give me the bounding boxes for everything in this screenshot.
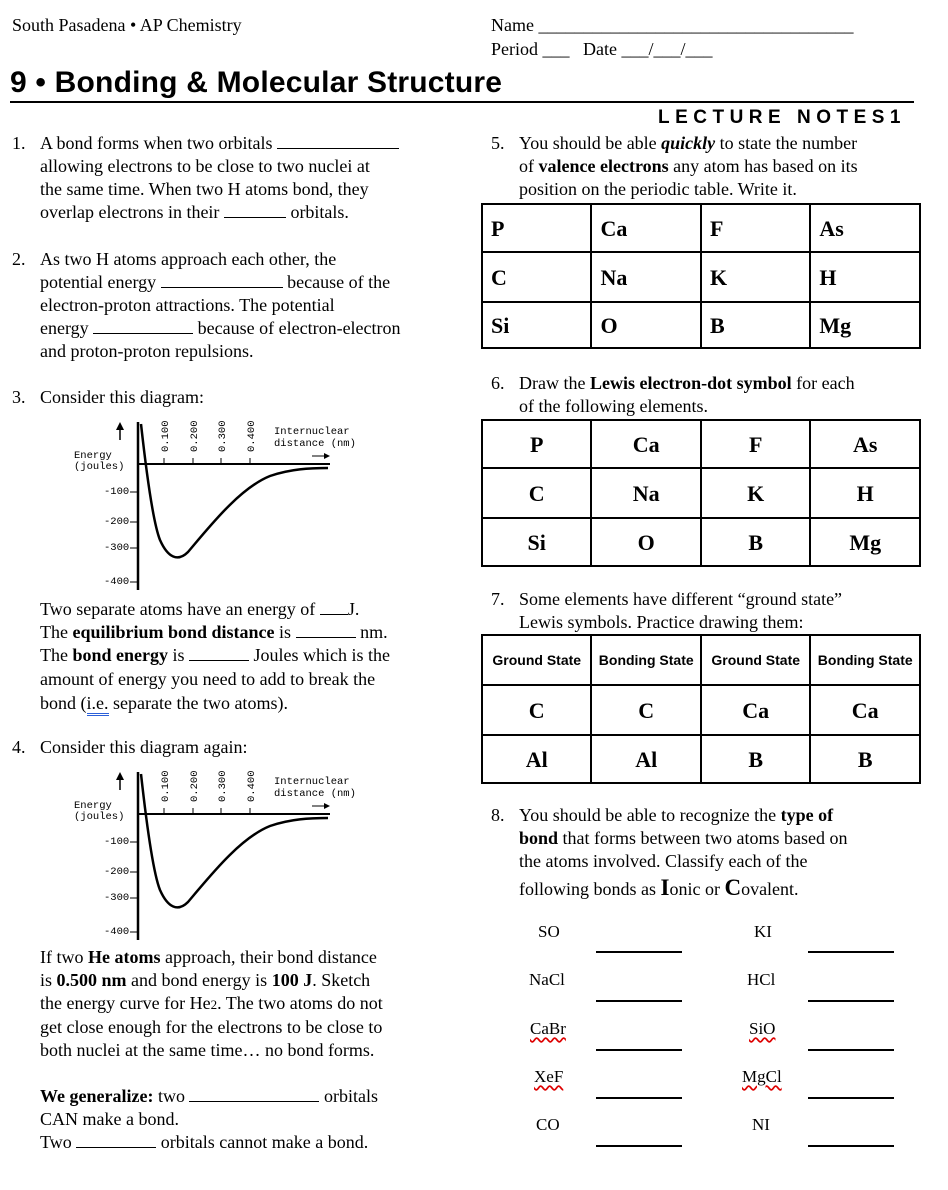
- text: Lewis electron-dot symbol: [589, 373, 792, 393]
- column-header: Ground State: [701, 635, 810, 685]
- svg-text:-300: -300: [104, 892, 130, 904]
- text: two: [153, 1086, 190, 1106]
- text: You should be able: [519, 133, 662, 153]
- table-cell[interactable]: Al: [591, 735, 701, 783]
- svg-text:Internuclear: Internuclear: [274, 776, 350, 788]
- compound-label: NaCl: [529, 970, 565, 989]
- svg-text:distance (nm): distance (nm): [274, 438, 356, 450]
- text: energy: [40, 318, 94, 338]
- text: orbitals.: [285, 202, 349, 222]
- compound-label: KI: [754, 922, 772, 941]
- answer-line[interactable]: [596, 951, 682, 953]
- svg-text:Energy: Energy: [74, 800, 112, 812]
- table-cell[interactable]: B: [701, 735, 810, 783]
- text: of: [519, 156, 539, 176]
- text: amount of energy you need to add to break the: [40, 669, 376, 689]
- text: As two H atoms approach each other, the: [40, 249, 337, 269]
- svg-text:0.300: 0.300: [217, 420, 229, 452]
- text: We generalize:: [40, 1086, 154, 1106]
- svg-text:distance (nm): distance (nm): [274, 788, 356, 800]
- table-cell[interactable]: F: [701, 204, 810, 252]
- svg-text:0.100: 0.100: [160, 420, 172, 452]
- text: type of: [780, 805, 834, 825]
- text: the atoms involved. Classify each of the: [519, 851, 808, 871]
- ie-abbrev: i.e.: [87, 693, 109, 716]
- ground-bonding-table: [481, 634, 921, 784]
- text: for each: [791, 373, 855, 393]
- text: approach, their bond distance: [160, 947, 377, 967]
- text: bond energy: [72, 645, 168, 665]
- table-cell[interactable]: B: [701, 518, 810, 566]
- answer-line[interactable]: [808, 1000, 894, 1002]
- text: to state the number: [715, 133, 858, 153]
- svg-text:-100: -100: [104, 836, 130, 848]
- table-cell[interactable]: Mg: [810, 518, 920, 566]
- page-title: 9 • Bonding & Molecular Structure: [10, 66, 503, 99]
- text: the same time. When two H atoms bond, they: [40, 179, 369, 199]
- answer-blank[interactable]: [76, 1132, 156, 1148]
- table-cell[interactable]: Ca: [591, 204, 701, 252]
- table-cell[interactable]: C: [482, 252, 591, 302]
- text: is: [40, 970, 57, 990]
- svg-text:-100: -100: [104, 486, 130, 498]
- question-5: [491, 132, 931, 201]
- energy-diagram-2: [60, 760, 380, 940]
- question-3-body: [40, 598, 460, 715]
- svg-text:Internuclear: Internuclear: [274, 426, 350, 438]
- table-cell[interactable]: P: [482, 204, 591, 252]
- text: I: [660, 875, 670, 900]
- text: that forms between two atoms based on: [558, 828, 848, 848]
- table-cell[interactable]: Mg: [810, 302, 920, 348]
- text: He atoms: [88, 947, 161, 967]
- text: Two separate atoms have an energy of: [40, 599, 320, 619]
- svg-text:0.200: 0.200: [189, 420, 201, 452]
- energy-diagram-1: [60, 410, 380, 590]
- table-cell[interactable]: B: [701, 302, 810, 348]
- text: equilibrium bond distance: [72, 622, 275, 642]
- text: the energy curve for He: [40, 993, 211, 1013]
- answer-line[interactable]: [808, 1049, 894, 1051]
- text: Lewis symbols. Practice drawing them:: [519, 612, 804, 632]
- compound-label: SiO: [749, 1019, 776, 1038]
- text: 100 J: [271, 970, 313, 990]
- text: get close enough for the electrons to be close to: [40, 1017, 383, 1037]
- text: any atom has based on its: [668, 156, 858, 176]
- text: onic or: [669, 879, 725, 899]
- answer-line[interactable]: [808, 951, 894, 953]
- svg-text:(joules): (joules): [74, 461, 125, 473]
- table-cell[interactable]: C: [591, 685, 701, 735]
- svg-text:-400: -400: [104, 926, 130, 938]
- answer-blank[interactable]: [189, 645, 249, 661]
- table-cell[interactable]: Na: [591, 252, 701, 302]
- question-1: [12, 132, 452, 224]
- text: bond (: [40, 693, 87, 713]
- answer-line[interactable]: [596, 1000, 682, 1002]
- text: orbitals: [319, 1086, 378, 1106]
- svg-text:Energy: Energy: [74, 450, 112, 462]
- answer-line[interactable]: [808, 1097, 894, 1099]
- text: . Sketch: [312, 970, 371, 990]
- answer-blank[interactable]: [296, 622, 356, 638]
- compound-label: CO: [536, 1115, 560, 1134]
- column-header: Ground State: [482, 635, 591, 685]
- compound-label: XeF: [534, 1067, 564, 1086]
- name-field[interactable]: Name ___________________________________: [491, 15, 854, 35]
- compound-label: HCl: [747, 970, 776, 989]
- question-number: 8.: [491, 805, 505, 825]
- question-number: 7.: [491, 589, 505, 609]
- table-cell[interactable]: Ca: [810, 685, 920, 735]
- answer-blank[interactable]: [189, 1086, 319, 1102]
- text: is: [168, 645, 190, 665]
- table-cell[interactable]: O: [591, 518, 701, 566]
- table-cell[interactable]: C: [482, 685, 591, 735]
- text: Two: [40, 1132, 77, 1152]
- table-cell[interactable]: Ca: [701, 685, 810, 735]
- text: You should be able to recognize the: [519, 805, 781, 825]
- text: separate the two atoms).: [108, 693, 288, 713]
- answer-blank[interactable]: [161, 272, 283, 288]
- table-cell[interactable]: Al: [482, 735, 591, 783]
- question-4: [12, 736, 452, 759]
- table-cell[interactable]: Ca: [591, 420, 701, 468]
- svg-text:(joules): (joules): [74, 811, 125, 823]
- table-cell[interactable]: H: [810, 468, 920, 518]
- text: Joules which is the: [249, 645, 391, 665]
- text: because of electron-electron: [193, 318, 401, 338]
- column-header: Bonding State: [591, 635, 701, 685]
- table-cell[interactable]: P: [482, 420, 591, 468]
- text: both nuclei at the same time… no bond forms.: [40, 1040, 375, 1060]
- table-cell[interactable]: As: [810, 420, 920, 468]
- question-2: [12, 248, 452, 363]
- text: nm.: [355, 622, 388, 642]
- question-3: [12, 386, 452, 409]
- subscript: 2: [210, 997, 218, 1012]
- text: overlap electrons in their: [40, 202, 224, 222]
- table-cell[interactable]: As: [810, 204, 920, 252]
- text: ovalent.: [741, 879, 799, 899]
- svg-text:-400: -400: [104, 576, 130, 588]
- svg-text:-200: -200: [104, 516, 130, 528]
- table-cell[interactable]: Si: [482, 518, 591, 566]
- text: . The two atoms do not: [217, 993, 383, 1013]
- svg-text:-200: -200: [104, 866, 130, 878]
- text: allowing electrons to be close to two nuclei at: [40, 156, 370, 176]
- compound-label: CaBr: [530, 1019, 566, 1038]
- question-number: 5.: [491, 133, 505, 153]
- text: Consider this diagram:: [40, 387, 204, 407]
- answer-line[interactable]: [808, 1145, 894, 1147]
- text: and bond energy is: [126, 970, 272, 990]
- table-cell[interactable]: K: [701, 252, 810, 302]
- text: 0.500 nm: [56, 970, 127, 990]
- svg-text:0.100: 0.100: [160, 770, 172, 802]
- compound-label: NI: [752, 1115, 770, 1134]
- text: The: [40, 622, 73, 642]
- text: Some elements have different “ground state”: [519, 589, 843, 609]
- answer-line[interactable]: [596, 1049, 682, 1051]
- answer-blank[interactable]: [224, 202, 286, 218]
- question-number: 6.: [491, 373, 505, 393]
- title-divider: [10, 101, 914, 103]
- answer-line[interactable]: [596, 1097, 682, 1099]
- table-cell[interactable]: B: [810, 735, 920, 783]
- section-label: LECTURE NOTES1: [657, 107, 906, 128]
- text: J.: [347, 599, 360, 619]
- question-number: 2.: [12, 249, 26, 269]
- text: position on the periodic table. Write it.: [519, 179, 797, 199]
- table-cell[interactable]: C: [482, 468, 591, 518]
- table-cell[interactable]: Na: [591, 468, 701, 518]
- question-number: 1.: [12, 133, 26, 153]
- svg-text:0.400: 0.400: [246, 770, 258, 802]
- question-4-body: [40, 946, 460, 1154]
- text: following bonds as: [519, 879, 661, 899]
- period-date-field[interactable]: Period ___ Date ___/___/___: [491, 39, 713, 59]
- answer-blank[interactable]: [320, 599, 348, 615]
- text: Draw the: [519, 373, 590, 393]
- answer-blank[interactable]: [277, 133, 399, 149]
- question-6: [491, 372, 931, 418]
- svg-text:-300: -300: [104, 542, 130, 554]
- text: of the following elements.: [519, 396, 708, 416]
- text: bond: [519, 828, 559, 848]
- lewis-table: [481, 419, 921, 567]
- text: If two: [40, 947, 88, 967]
- question-number: 4.: [12, 737, 26, 757]
- column-header: Bonding State: [810, 635, 920, 685]
- table-cell[interactable]: F: [701, 420, 810, 468]
- text: electron-proton attractions. The potential: [40, 295, 335, 315]
- text: C: [724, 875, 742, 900]
- table-cell[interactable]: K: [701, 468, 810, 518]
- text: The: [40, 645, 73, 665]
- text: and proton-proton repulsions.: [40, 341, 254, 361]
- text: valence electrons: [538, 156, 669, 176]
- text: is: [274, 622, 296, 642]
- question-7: [491, 588, 931, 634]
- text: orbitals cannot make a bond.: [156, 1132, 369, 1152]
- text: potential energy: [40, 272, 161, 292]
- question-number: 3.: [12, 387, 26, 407]
- table-cell[interactable]: H: [810, 252, 920, 302]
- svg-text:0.300: 0.300: [217, 770, 229, 802]
- text: A bond forms when two orbitals: [40, 133, 277, 153]
- svg-text:0.400: 0.400: [246, 420, 258, 452]
- answer-line[interactable]: [596, 1145, 682, 1147]
- table-cell[interactable]: O: [591, 302, 701, 348]
- question-8: [491, 804, 931, 901]
- text: quickly: [661, 133, 716, 153]
- compound-label: MgCl: [742, 1067, 782, 1086]
- text: because of the: [282, 272, 391, 292]
- text: CAN make a bond.: [40, 1109, 179, 1129]
- answer-blank[interactable]: [93, 318, 193, 334]
- table-cell[interactable]: Si: [482, 302, 591, 348]
- text: Consider this diagram again:: [40, 737, 248, 757]
- svg-text:0.200: 0.200: [189, 770, 201, 802]
- course-label: South Pasadena • AP Chemistry: [12, 15, 242, 35]
- valence-table: [481, 203, 921, 349]
- compound-label: SO: [538, 922, 560, 941]
